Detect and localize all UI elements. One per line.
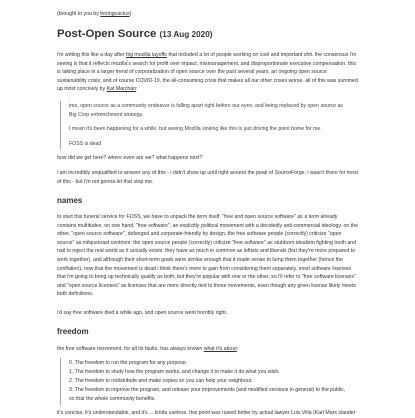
freedom-intro <box>57 345 358 354</box>
intro-text-1: i'm writing this like a day after <box>57 52 127 58</box>
question-paragraph: how did we get here? where even are we? what happens next? <box>57 155 203 161</box>
intro-text-3: : <box>136 86 138 93</box>
software-died-paragraph: i'd say free software died a while ago, and open source went horribly right. <box>57 310 228 316</box>
credit-line <box>57 10 131 19</box>
quote-line-1: imo, open source as a community endeavor is falling apart right before our eyes, and being replaced by open source as Big Corp entrenchment strategy. <box>69 103 343 118</box>
intro-paragraph <box>57 51 358 94</box>
freedom-intro-colon: : <box>236 346 239 352</box>
kat-marchan-link[interactable]: Kat Marchán <box>106 86 137 93</box>
section-heading-freedom: freedom <box>57 327 89 336</box>
freedoms-list <box>60 358 356 406</box>
title-text: Post-Open Source <box>57 28 157 40</box>
credit-prefix: (brought to you by <box>57 11 101 17</box>
quote-block <box>60 101 356 150</box>
mozilla-layoffs-link[interactable]: big mozilla layoffs <box>126 52 167 58</box>
cutoff-paragraph: it's concise, it's understandable, and it's ... kinda useless. this point was raised better by actual lawyer Luis Villa (Karl Marx slander <box>57 410 356 416</box>
list-item: 3. The freedom to improve the program, and release your improvements (and modified versions in general) to the public, so that the whole community benefits. <box>69 387 346 402</box>
list-item: 2. The freedom to redistribute and make copies so you can help your neighbour. <box>69 378 253 384</box>
names-paragraph: to start this funeral service for FOSS, we have to unpack the term itself. "free and open source software" as a term already contains multitudes. on one hand, "free software", an explicitly political movement with a decidedly anti-commercial ideology. on the other, "open source software", defanged and corporate-friendly by design. the free software people (correctly) criticize "open source" as milquetoast centrism: the open source people (correctly) criticize "free software" as stubborn idealism fighting tooth and nail to reject the real world as it actually exists. they have as much in common as leftists and liberals (but they're more prepared to work together), and although their short-term goals were similar enough that it made sense to lump them together (hence the conflation), now that the movement is dead i think there's more to gain from considering them separately. most software licenses that i'm going to bring up technically qualify as both, but they're popular with one or the other, so i'll refer to "free software licenses" and "open source licenses" as licenses that are more directly tied to those movements, even though any given license likely meets both definitions. <box>57 214 358 298</box>
page-title <box>57 27 212 42</box>
what-its-about-link[interactable]: what it's about <box>203 346 237 352</box>
intro-text-2: that included a lot of people working on cool and important shit. the consensus i'm seeing is that it reflects mozilla's search for profit over impact, mismanagement, and disproportionate executive compensation. this is taking place in a larger trend of corporatization of open source over the past several years, an ongoing open source sustainability crisis, and of course COVID-19, the all-consuming crisis that makes all our other crises worse. all of this was summed up most concisely by <box>57 52 358 93</box>
list-item: 0. The freedom to run the program for any purpose. <box>69 360 188 366</box>
unqualified-paragraph: i am incredibly unqualified to answer any of this - i didn't show up until right around the peak of SourceForge, i wasn't there for most of this - but i'm not gonna let that stop me. <box>57 170 358 185</box>
author-link[interactable]: boringcactus <box>100 11 130 17</box>
section-heading-names: names <box>57 196 83 205</box>
list-item: 1. The freedom to study how the program works, and change it to make it do what you wish. <box>69 369 280 375</box>
credit-suffix: ) <box>129 11 132 17</box>
quote-line-2: I mean it's been happening for a while, but seeing Mozilla sinking like this is just driving the point home for me. <box>69 126 322 132</box>
quote-line-3: FOSS is dead <box>69 141 102 147</box>
post-date: (13 Aug 2020) <box>159 30 213 39</box>
freedom-intro-text: the free software movement, for all its faults, has always known <box>57 346 204 352</box>
